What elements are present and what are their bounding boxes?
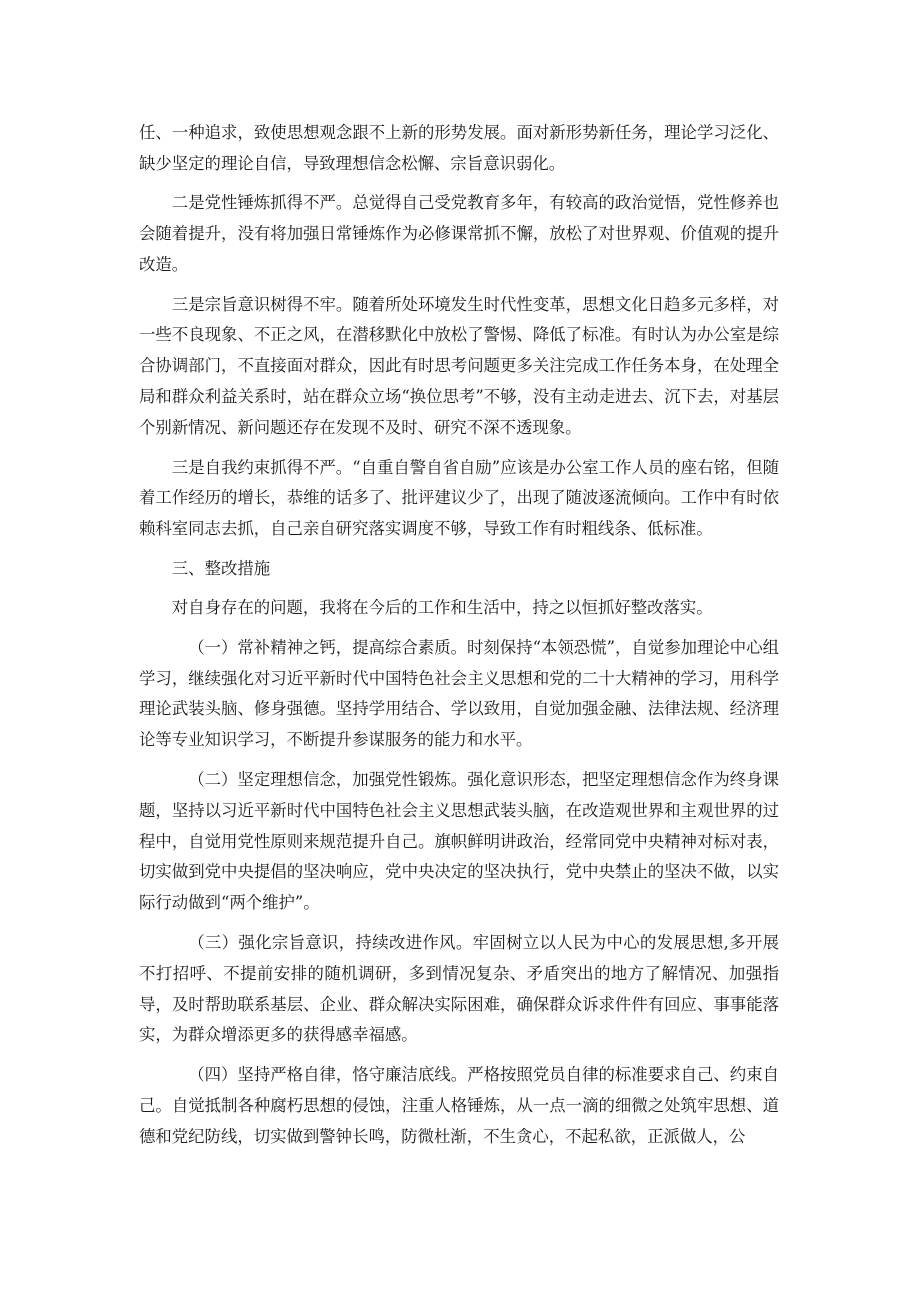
paragraph-party-spirit: 二是党性锤炼抓得不严。总觉得自己受党教育多年，有较高的政治觉悟，党性修养也会随着提升，没有将加强日常锤炼作为必修课常抓不懈，放松了对世界观、价值观的提升改造。	[139, 193, 779, 275]
measure-item-1: （一）常补精神之钙，提高综合素质。时刻保持“本领恐慌”，自觉参加理论中心组学习，继续强化对习近平新时代中国特色社会主义思想和党的二十大精神的学习，用科学理论武装头脑、修身强德。坚持学用结合、学以致用，自觉加强金融、法律法规、经济理论等专业知识学习，不断提升参谋服务的能力和水平。	[139, 637, 779, 750]
paragraph-purpose-awareness: 三是宗旨意识树得不牢。随着所处环境发生时代性变革，思想文化日趋多元多样，对一些不良现象、不正之风，在潜移默化中放松了警惕、降低了标准。有时认为办公室是综合协调部门，不直接面对群众，因此有时思考问题更多关注完成工作任务本身，在处理全局和群众利益关系时，站在群众立场“换位思考”不够，没有主动走进去、沉下去，对基层个别新情况、新问题还存在发现不及时、研究不深不透现象。	[139, 294, 779, 438]
document-body	[139, 118, 779, 1161]
section-heading-rectification: 三、整改措施	[171, 558, 271, 578]
measure-item-2: （二）坚定理想信念，加强党性锻炼。强化意识形态，把坚定理想信念作为终身课题，坚持以习近平新时代中国特色社会主义思想武装头脑，在改造观世界和主观世界的过程中，自觉用党性原则来规范提升自己。旗帜鲜明讲政治，经常同党中央精神对标对表，切实做到党中央提倡的坚决响应，党中央决定的坚决执行，党中央禁止的坚决不做，以实际行动做到“两个维护”。	[139, 769, 779, 913]
measure-item-4: （四）坚持严格自律，恪守廉洁底线。严格按照党员自律的标准要求自己、约束自己。自觉抵制各种腐朽思想的侵蚀，注重人格锤炼，从一点一滴的细微之处筑牢思想、道德和党纪防线，切实做到警钟长鸣，防微杜渐，不生贪心，不起私欲，正派做人，公	[139, 1064, 779, 1146]
paragraph-continuation: 任、一种追求，致使思想观念跟不上新的形势发展。面对新形势新任务，理论学习泛化、缺少坚定的理论自信，导致理想信念松懈、宗旨意识弱化。	[139, 123, 779, 173]
measure-item-3: （三）强化宗旨意识，持续改进作风。牢固树立以人民为中心的发展思想,多开展不打招呼、不提前安排的随机调研，多到情况复杂、矛盾突出的地方了解情况、加强指导，及时帮助联系基层、企业、群众解决实际困难，确保群众诉求件件有回应、事事能落实，为群众增添更多的获得感幸福感。	[139, 932, 779, 1045]
paragraph-rectification-intro: 对自身存在的问题，我将在今后的工作和生活中，持之以恒抓好整改落实。	[171, 598, 713, 618]
paragraph-self-discipline: 三是自我约束抓得不严。“自重自警自省自励”应该是办公室工作人员的座右铭，但随着工作经历的增长，恭维的话多了、批评建议少了，出现了随波逐流倾向。工作中有时依赖科室同志去抓，自己亲自研究落实调度不够，导致工作有时粗线条、低标准。	[139, 457, 779, 539]
